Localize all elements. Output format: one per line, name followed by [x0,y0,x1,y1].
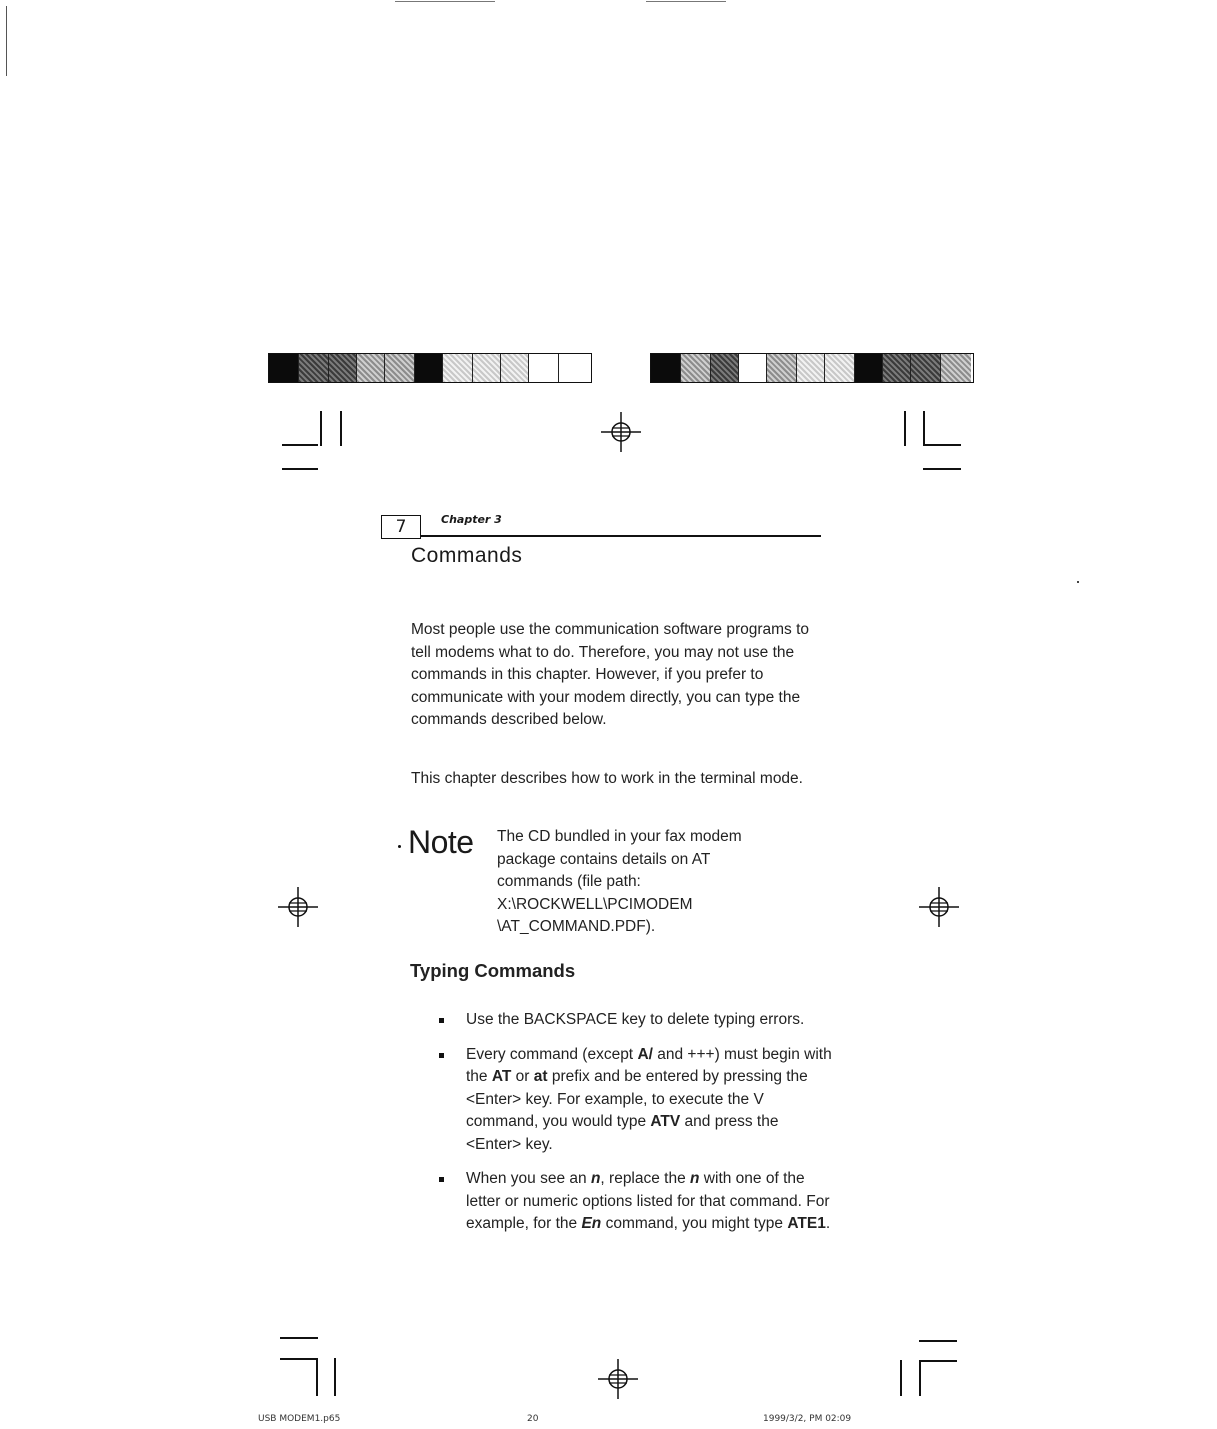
registration-mark-right [917,885,961,929]
command-text: n [590,1170,601,1187]
footer-date: 1999/3/2, PM 02:09 [763,1414,852,1424]
note-line: The CD bundled in your fax modem [497,828,742,845]
section-heading: Typing Commands [410,960,576,981]
bullet-text: Every command (except [466,1045,638,1063]
list-item [437,1044,837,1157]
page-number-box: 7 [381,515,421,539]
bullet-icon [439,1177,444,1182]
bullet-text: with one of the letter or numeric options listed for that command. For example, for the [466,1170,830,1232]
chapter-rule [421,535,821,537]
bullet-icon [439,1018,444,1023]
footer-page: 20 [527,1414,539,1424]
intro-paragraph-1: Most people use the communication software programs to tell modems what to do. Therefore, you may not use the commands in this chapter. However, if you prefer to communicate with your modem directly, you can type the commands described below. [411,621,810,728]
registration-mark-left [276,885,320,929]
bullet-icon [439,1053,444,1058]
note-line: X:\ROCKWELL\PCIMODEM [497,895,693,913]
command-text: AT [491,1068,512,1085]
note-label: Note [408,824,474,860]
bullet-text: prefix and be entered by pressing the <Enter> key. For example, to execute the V command, you would type [466,1068,808,1130]
scan-top-dash [395,1,495,2]
bullet-text: , replace the [600,1170,691,1187]
registration-mark-bottom [596,1357,640,1401]
scan-top-dash [646,1,726,2]
bullet-text: command, you might type [601,1215,788,1232]
color-bar-left [268,353,592,383]
registration-mark-top [599,410,643,454]
scan-speck [1077,581,1079,583]
command-text: ATE1 [787,1215,826,1232]
bullet-text: . [825,1215,831,1232]
note-line: package contains details on AT [497,850,711,868]
bullet-text: ) must begin with the [466,1045,832,1085]
bullet-list [437,1009,837,1248]
command-text: En [581,1215,602,1232]
bullet-text: and press the <Enter> key. [466,1113,779,1153]
bullet-text: and [652,1045,688,1063]
page-title: Commands [411,544,523,567]
footer-filename: USB MODEM1.p65 [258,1414,341,1424]
note-dot [398,845,401,848]
list-item [437,1168,837,1236]
command-text: ATV [650,1113,681,1130]
command-text: +++ [687,1045,715,1063]
note-line: commands (file path: [497,873,641,890]
list-item [437,1009,837,1032]
bullet-text: or [511,1068,534,1085]
command-text: A/ [637,1045,653,1063]
note-line: \AT_COMMAND.PDF). [497,918,656,935]
chapter-label: Chapter 3 [441,513,502,526]
intro-paragraph-2: This chapter describes how to work in the terminal mode. [411,770,803,787]
color-bar-right [650,353,974,383]
note-text [497,826,797,939]
bullet-text: Use the BACKSPACE key to delete typing errors. [466,1011,805,1028]
scan-edge-mark [6,6,7,76]
command-text: at [533,1068,548,1085]
command-text: n [690,1170,700,1187]
bullet-text: When you see an [466,1170,591,1187]
